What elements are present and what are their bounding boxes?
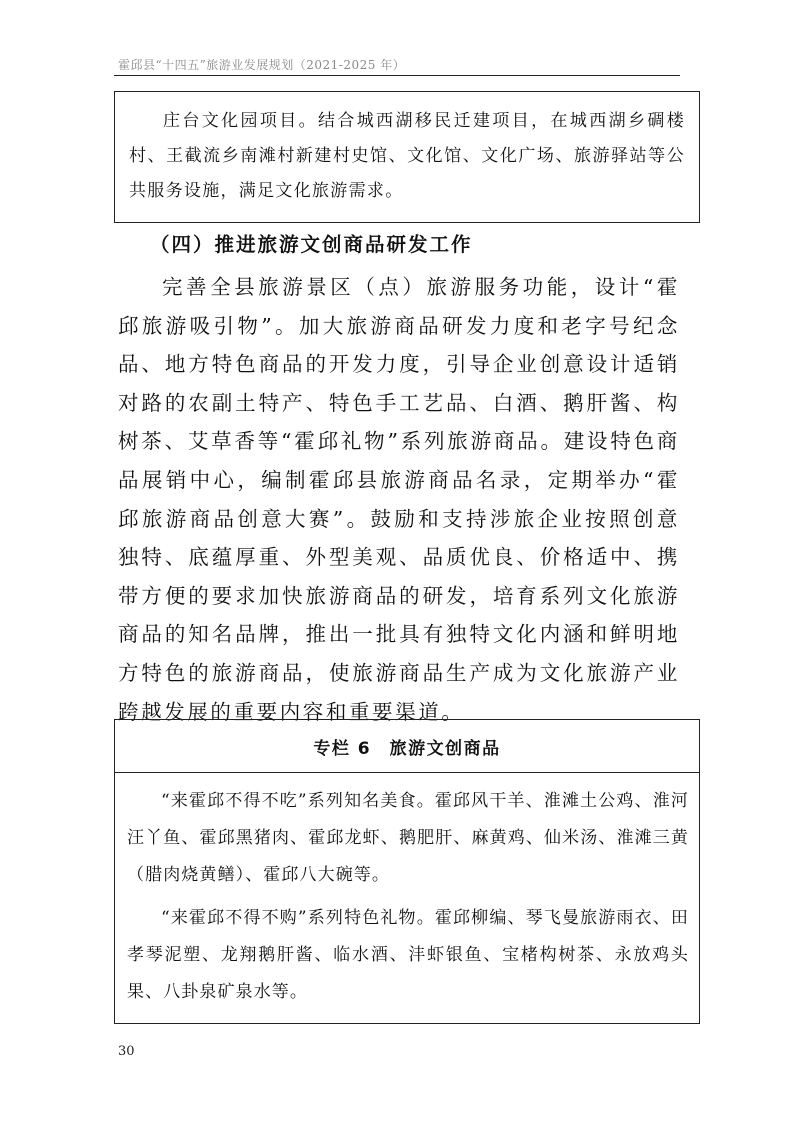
project-box [114,91,700,223]
feature-title-row [115,720,699,773]
feature-paragraph-gifts: “来霍邱不得不购”系列特色礼物。霍邱柳编、琴飞曼旅游雨衣、田孝琴泥塑、龙翔鹅肝酱、临水酒、沣虾银鱼、宝楮构树茶、永放鸡头果、八卦泉矿泉水等。 [127,908,689,1002]
header-rule [114,75,680,76]
page-number: 30 [118,1044,135,1059]
section-paragraph: 完善全县旅游景区（点）旅游服务功能，设计“霍邱旅游吸引物”。加大旅游商品研发力度和老字号纪念品、地方特色商品的开发力度，引导企业创意设计适销对路的农副土特产、特色手工艺品、白酒、鹅肝酱、构树茶、艾草香等“霍邱礼物”系列旅游商品。建设特色商品展销中心，编制霍邱县旅游商品名录，定期举办“霍邱旅游商品创意大赛”。鼓励和支持涉旅企业按照创意独特、底蕴厚重、外型美观、品质优良、价格适中、携带方便的要求加快旅游商品的研发，培育系列文化旅游商品的知名品牌，推出一批具有独特文化内涵和鲜明地方特色的旅游商品，使旅游商品生产成为文化旅游产业跨越发展的重要内容和重要渠道。 [118,275,680,724]
feature-title: 专栏 6 旅游文创商品 [313,738,501,759]
feature-paragraph-food: “来霍邱不得不吃”系列知名美食。霍邱风干羊、淮滩土公鸡、淮河汪丫鱼、霍邱黑猪肉、霍邱龙虾、鹅肥肝、麻黄鸡、仙米汤、淮滩三黄（腊肉烧黄鳝）、霍邱八大碗等。 [127,791,689,885]
project-box-text: 庄台文化园项目。结合城西湖移民迁建项目，在城西湖乡碉楼村、王截流乡南滩村新建村史馆、文化馆、文化广场、旅游驿站等公共服务设施，满足文化旅游需求。 [129,111,685,201]
running-header: 霍邱县“十四五”旅游业发展规划（2021-2025 年） [118,58,406,72]
feature-column-box [114,719,700,1024]
feature-body [115,773,699,1011]
section-heading: （四）推进旅游文创商品研发工作 [150,233,473,256]
